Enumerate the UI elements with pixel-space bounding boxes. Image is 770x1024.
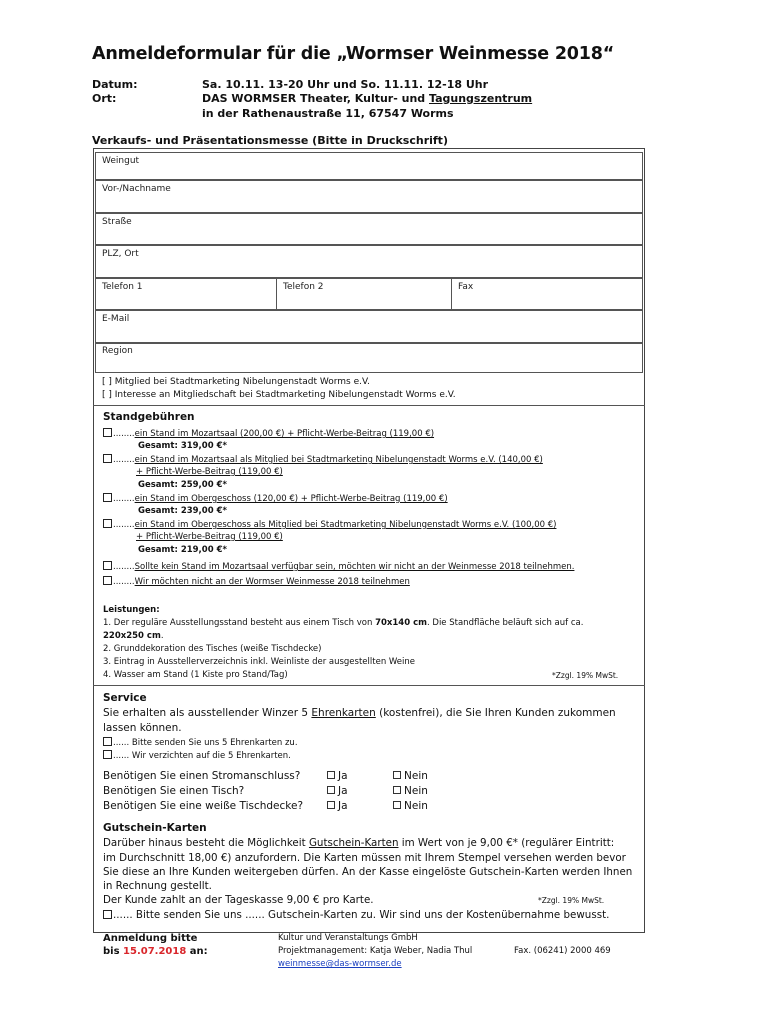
fee-option-4-cont: + Pflicht-Werbe-Beitrag (119,00 €) bbox=[136, 532, 283, 542]
fee-total-1: Gesamt: 319,00 €* bbox=[138, 441, 227, 451]
strasse-field[interactable] bbox=[95, 213, 643, 245]
dots: ........ bbox=[113, 577, 135, 587]
membership-checkbox[interactable]: [ ] Mitglied bei Stadtmarketing Nibelungenstadt Worms e.V. bbox=[102, 377, 370, 387]
gutschein-text-1b: im Wert von je 9,00 €* (regulärer Eintritt: bbox=[398, 837, 615, 849]
gutschein-option-text: ...... Bitte senden Sie uns ...... Gutschein-Karten zu. Wir sind uns der Kostenübernahme bewusst. bbox=[113, 909, 610, 921]
plz-ort-field[interactable] bbox=[95, 245, 643, 278]
datum-label: Datum: bbox=[92, 78, 138, 91]
dots: ........ bbox=[113, 455, 135, 465]
checkbox-icon[interactable] bbox=[327, 801, 335, 809]
section-divider bbox=[93, 685, 645, 686]
deadline-date: 15.07.2018 bbox=[123, 946, 187, 957]
gutschein-text-1 bbox=[103, 837, 614, 849]
checkbox-icon[interactable] bbox=[327, 771, 335, 779]
checkbox-icon[interactable] bbox=[393, 786, 401, 794]
fee-total-2: Gesamt: 259,00 €* bbox=[138, 480, 227, 490]
leistung-2: 2. Grunddekoration des Tisches (weiße Tischdecke) bbox=[103, 644, 322, 654]
fee-option-5[interactable] bbox=[103, 561, 574, 572]
plz-ort-label: PLZ, Ort bbox=[102, 249, 139, 259]
interest-checkbox[interactable]: [ ] Interesse an Mitgliedschaft bei Stadtmarketing Nibelungenstadt Worms e.V. bbox=[102, 390, 456, 400]
checkbox-icon[interactable] bbox=[103, 428, 112, 437]
section-title: Verkaufs- und Präsentationsmesse (Bitte in Druckschrift) bbox=[92, 134, 448, 147]
telefon-row bbox=[95, 278, 643, 310]
leistung-1 bbox=[103, 618, 583, 628]
vat-note: *Zzgl. 19% MwSt. bbox=[552, 671, 619, 680]
fee-option-3-text: ein Stand im Obergeschoss (120,00 €) + Pflicht-Werbe-Beitrag (119,00 €) bbox=[134, 494, 448, 504]
leistung-1-size: 70x140 cm bbox=[375, 618, 427, 628]
fee-option-1-text: ein Stand im Mozartsaal (200,00 €) + Pflicht-Werbe-Beitrag (119,00 €) bbox=[134, 429, 435, 439]
fee-total-3: Gesamt: 239,00 €* bbox=[138, 506, 227, 516]
tisch-ja[interactable] bbox=[327, 785, 348, 797]
nein-label: Nein bbox=[404, 785, 428, 797]
leistung-1-cont bbox=[103, 631, 164, 641]
region-label: Region bbox=[102, 346, 133, 356]
ehrenkarten-link: Ehrenkarten bbox=[311, 707, 376, 719]
dots: ........ bbox=[113, 520, 135, 530]
checkbox-icon[interactable] bbox=[103, 493, 112, 502]
leistung-4: 4. Wasser am Stand (1 Kiste pro Stand/Tag) bbox=[103, 670, 288, 680]
checkbox-icon[interactable] bbox=[393, 801, 401, 809]
period: . bbox=[160, 631, 164, 641]
page-title: Anmeldeformular für die „Wormser Weinmesse 2018“ bbox=[92, 44, 615, 64]
question-strom: Benötigen Sie einen Stromanschluss? bbox=[103, 770, 301, 782]
fee-option-6[interactable] bbox=[103, 576, 410, 587]
fax-label[interactable]: Fax bbox=[458, 282, 474, 292]
fax-number: Fax. (06241) 2000 469 bbox=[514, 946, 611, 956]
region-field[interactable] bbox=[95, 343, 643, 373]
service-heading: Service bbox=[103, 692, 147, 704]
fee-option-2-text: ein Stand im Mozartsaal als Mitglied bei Stadtmarketing Nibelungenstadt Worms e.V. (140,00 €) bbox=[134, 455, 543, 465]
telefon1-label[interactable]: Telefon 1 bbox=[102, 282, 143, 292]
strom-ja[interactable] bbox=[327, 770, 348, 782]
question-tischdecke: Benötigen Sie eine weiße Tischdecke? bbox=[103, 800, 304, 812]
weingut-label: Weingut bbox=[102, 156, 140, 166]
project-management: Projektmanagement: Katja Weber, Nadia Thul bbox=[278, 946, 473, 956]
fee-option-3[interactable] bbox=[103, 493, 448, 504]
checkbox-icon[interactable] bbox=[103, 454, 112, 463]
service-text-1b: (kostenfrei), die Sie Ihren Kunden zukommen bbox=[375, 707, 616, 719]
fee-total-4: Gesamt: 219,00 €* bbox=[138, 545, 227, 555]
fee-option-1[interactable] bbox=[103, 428, 434, 439]
fee-option-6-text: Wir möchten nicht an der Wormser Weinmesse 2018 teilnehmen bbox=[134, 577, 410, 587]
email-link[interactable]: weinmesse@das-wormser.de bbox=[278, 959, 402, 969]
ehrenkarten-option-2-text: ...... Wir verzichten auf die 5 Ehrenkarten. bbox=[113, 751, 291, 761]
gutschein-link: Gutschein-Karten bbox=[308, 837, 399, 849]
anmeldung-deadline bbox=[103, 946, 208, 957]
fee-option-2-cont: + Pflicht-Werbe-Beitrag (119,00 €) bbox=[136, 467, 283, 477]
fees-heading: Standgebühren bbox=[103, 411, 195, 423]
checkbox-icon[interactable] bbox=[103, 576, 112, 585]
nein-label: Nein bbox=[404, 770, 428, 782]
gutschein-text-2: im Durchschnitt 18,00 €) anzufordern. Die Karten müssen mit Ihrem Stempel versehen werden bevor bbox=[103, 852, 626, 864]
divider bbox=[451, 279, 452, 309]
question-tisch: Benötigen Sie einen Tisch? bbox=[103, 785, 245, 797]
strasse-label: Straße bbox=[102, 217, 132, 227]
leistungen-heading: Leistungen: bbox=[103, 605, 160, 615]
weingut-field[interactable] bbox=[95, 152, 643, 180]
ort-value-1 bbox=[202, 92, 532, 105]
ja-label: Ja bbox=[338, 800, 348, 812]
ort-value-2: in der Rathenaustraße 11, 67547 Worms bbox=[202, 107, 454, 120]
ort-text: DAS WORMSER Theater, Kultur- und bbox=[202, 92, 429, 105]
checkbox-icon[interactable] bbox=[327, 786, 335, 794]
gutschein-vat: *Zzgl. 19% MwSt. bbox=[538, 896, 605, 905]
tischdecke-ja[interactable] bbox=[327, 800, 348, 812]
checkbox-icon[interactable] bbox=[103, 750, 112, 759]
nein-label: Nein bbox=[404, 800, 428, 812]
ja-label: Ja bbox=[338, 785, 348, 797]
checkbox-icon[interactable] bbox=[103, 561, 112, 570]
fee-option-4[interactable] bbox=[103, 519, 556, 530]
leistung-3: 3. Eintrag in Ausstellerverzeichnis inkl. Weinliste der ausgestellten Weine bbox=[103, 657, 416, 667]
deadline-prefix: bis bbox=[103, 946, 124, 957]
leistung-1c: . Die Standfläche beläuft sich auf ca. bbox=[427, 618, 584, 628]
gutschein-text-1a: Darüber hinaus besteht die Möglichkeit bbox=[103, 837, 309, 849]
name-field[interactable] bbox=[95, 180, 643, 213]
dots: ........ bbox=[113, 429, 135, 439]
gutschein-text-5: Der Kunde zahlt an der Tageskasse 9,00 € pro Karte. bbox=[103, 894, 374, 906]
gutschein-text-4: in Rechnung gestellt. bbox=[103, 880, 212, 892]
email-label: E-Mail bbox=[102, 314, 130, 324]
dots: ........ bbox=[113, 562, 135, 572]
ort-underlined: Tagungszentrum bbox=[429, 92, 533, 105]
service-text-2: lassen können. bbox=[103, 722, 182, 734]
checkbox-icon[interactable] bbox=[393, 771, 401, 779]
event-info bbox=[92, 78, 652, 124]
checkbox-icon[interactable] bbox=[103, 910, 112, 919]
gutschein-option[interactable] bbox=[103, 909, 609, 921]
fee-option-2[interactable] bbox=[103, 454, 543, 465]
fee-option-5-text: Sollte kein Stand im Mozartsaal verfügbar sein, möchten wir nicht an der Weinmesse 2018 teilnehmen. bbox=[134, 562, 575, 572]
checkbox-icon[interactable] bbox=[103, 519, 112, 528]
tisch-nein[interactable] bbox=[393, 785, 428, 797]
ehrenkarten-option-1-text: ...... Bitte senden Sie uns 5 Ehrenkarten zu. bbox=[113, 738, 298, 748]
strom-nein[interactable] bbox=[393, 770, 428, 782]
ehrenkarten-option-1[interactable] bbox=[103, 737, 298, 748]
deadline-suffix: an: bbox=[186, 946, 208, 957]
datum-value: Sa. 10.11. 13-20 Uhr und So. 11.11. 12-18 Uhr bbox=[202, 78, 489, 91]
divider bbox=[276, 279, 277, 309]
name-label: Vor-/Nachname bbox=[102, 184, 171, 194]
section-divider bbox=[93, 405, 645, 406]
gutschein-heading: Gutschein-Karten bbox=[103, 822, 207, 834]
leistung-1-area: 220x250 cm bbox=[103, 631, 161, 641]
email-field[interactable] bbox=[95, 310, 643, 343]
tischdecke-nein[interactable] bbox=[393, 800, 428, 812]
ja-label: Ja bbox=[338, 770, 348, 782]
checkbox-icon[interactable] bbox=[103, 737, 112, 746]
leistung-1a: 1. Der reguläre Ausstellungsstand besteht aus einem Tisch von bbox=[103, 618, 376, 628]
anmeldung-label: Anmeldung bitte bbox=[103, 933, 198, 944]
service-text-1a: Sie erhalten als ausstellender Winzer 5 bbox=[103, 707, 312, 719]
telefon2-label[interactable]: Telefon 2 bbox=[283, 282, 324, 292]
ort-label: Ort: bbox=[92, 92, 117, 105]
fee-option-4-text: ein Stand im Obergeschoss als Mitglied bei Stadtmarketing Nibelungenstadt Worms e.V. (100,00 €) bbox=[134, 520, 557, 530]
service-text-1 bbox=[103, 707, 616, 719]
gutschein-text-3: Sie diese an Ihre Kunden weitergeben dürfen. An der Kasse eingelöste Gutschein-Karten werden Ihnen bbox=[103, 866, 633, 878]
organizer: Kultur und Veranstaltungs GmbH bbox=[278, 933, 418, 943]
ehrenkarten-option-2[interactable] bbox=[103, 750, 291, 761]
dots: ........ bbox=[113, 494, 135, 504]
